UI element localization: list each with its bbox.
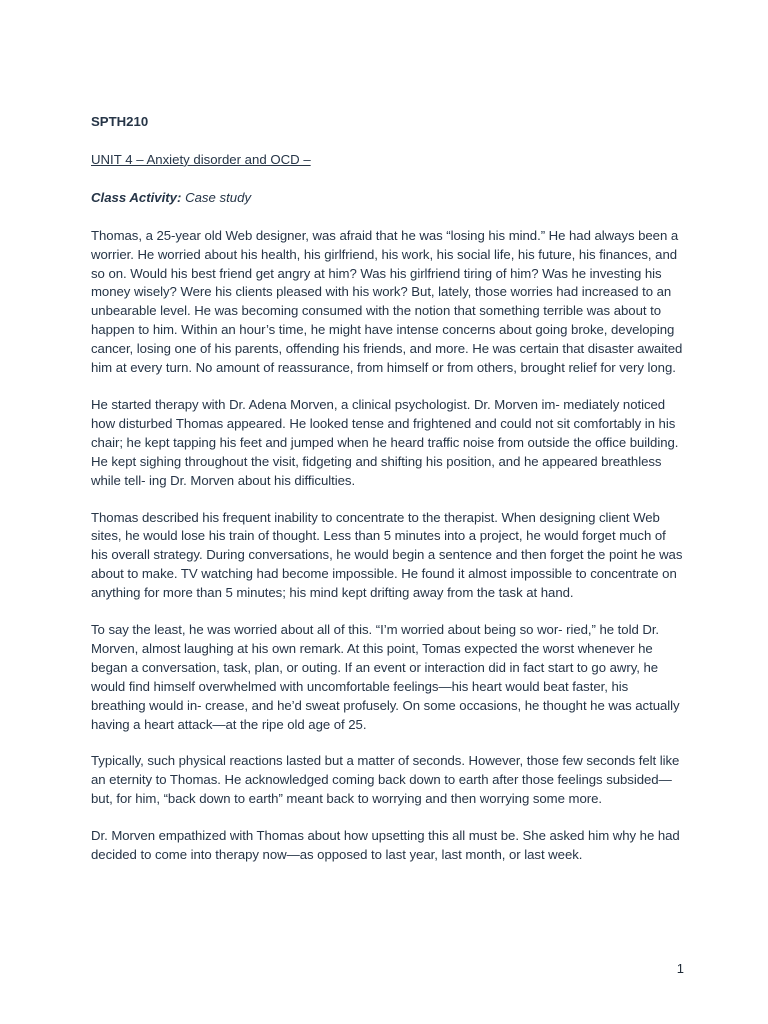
unit-title: UNIT 4 – Anxiety disorder and OCD – xyxy=(91,151,311,167)
class-activity-line xyxy=(91,189,686,208)
class-activity-label: Class Activity: xyxy=(91,189,182,205)
paragraph-thomas-intro: Thomas, a 25-year old Web designer, was afraid that he was “losing his mind.” He had always been a worrier. He worried about his health, his girlfriend, his work, his social life, his future, his finances, and so on. Would his best friend get angry at him? Was his girlfriend tiring of him? Was he investing his money wisely? Were his clients pleased with his work? But, lately, those worries had increased to an unbearable level. He was becoming consumed with the notion that something terrible was about to happen to him. Within an hour’s time, he might have intense concerns about going broke, developing cancer, losing one of his parents, offending his friends, and more. He was certain that disaster awaited him at every turn. No amount of reassurance, from himself or from others, brought relief for very long. xyxy=(91,227,683,376)
course-code: SPTH210 xyxy=(91,114,149,129)
page-number: 1 xyxy=(676,961,684,976)
paragraph-physical-reactions: Typically, such physical reactions lasted but a matter of seconds. However, those few seconds felt like an eternity to Thomas. He acknowledged coming back down to earth after those feelings subsided—but, for him, “back down to earth” meant back to worrying and then worrying some more. xyxy=(91,753,680,807)
paragraph-therapy-start: He started therapy with Dr. Adena Morven, a clinical psychologist. Dr. Morven im- mediately noticed how disturbed Thomas appeared. He looked tense and frightened and could not sit comfortably in his chair; he kept tapping his feet and jumped when he heard traffic noise from outside the office building. He kept sighing throughout the visit, fidgeting and shifting his position, and he appeared breathless while tell- ing Dr. Morven about his difficulties. xyxy=(91,396,679,488)
document-body xyxy=(91,113,686,883)
class-activity-value: Case study xyxy=(185,189,252,205)
paragraph-concentration: Thomas described his frequent inability to concentrate to the therapist. When designing client Web sites, he would lose his train of thought. Less than 5 minutes into a project, he would forget much of his overall strategy. During conversations, he would begin a sentence and then forget the point he was about to make. TV watching had become impossible. He found it almost impossible to concentrate on anything for more than 5 minutes; his mind kept drifting away from the task at hand. xyxy=(91,509,683,601)
paragraph-worry-symptoms: To say the least, he was worried about all of this. “I’m worried about being so wor- ried,” he told Dr. Morven, almost laughing at his own remark. At this point, Tomas expected the worst whenever he began a conversation, task, plan, or outing. If an event or interaction did in fact start to go awry, he would find himself overwhelmed with uncomfortable feelings—his heart would beat faster, his breathing would in- crease, and he’d sweat profusely. On some occasions, he thought he was actually having a heart attack—at the ripe old age of 25. xyxy=(91,622,680,732)
paragraph-why-now: Dr. Morven empathized with Thomas about how upsetting this all must be. She asked him why he had decided to come into therapy now—as opposed to last year, last month, or last week. xyxy=(91,828,680,863)
